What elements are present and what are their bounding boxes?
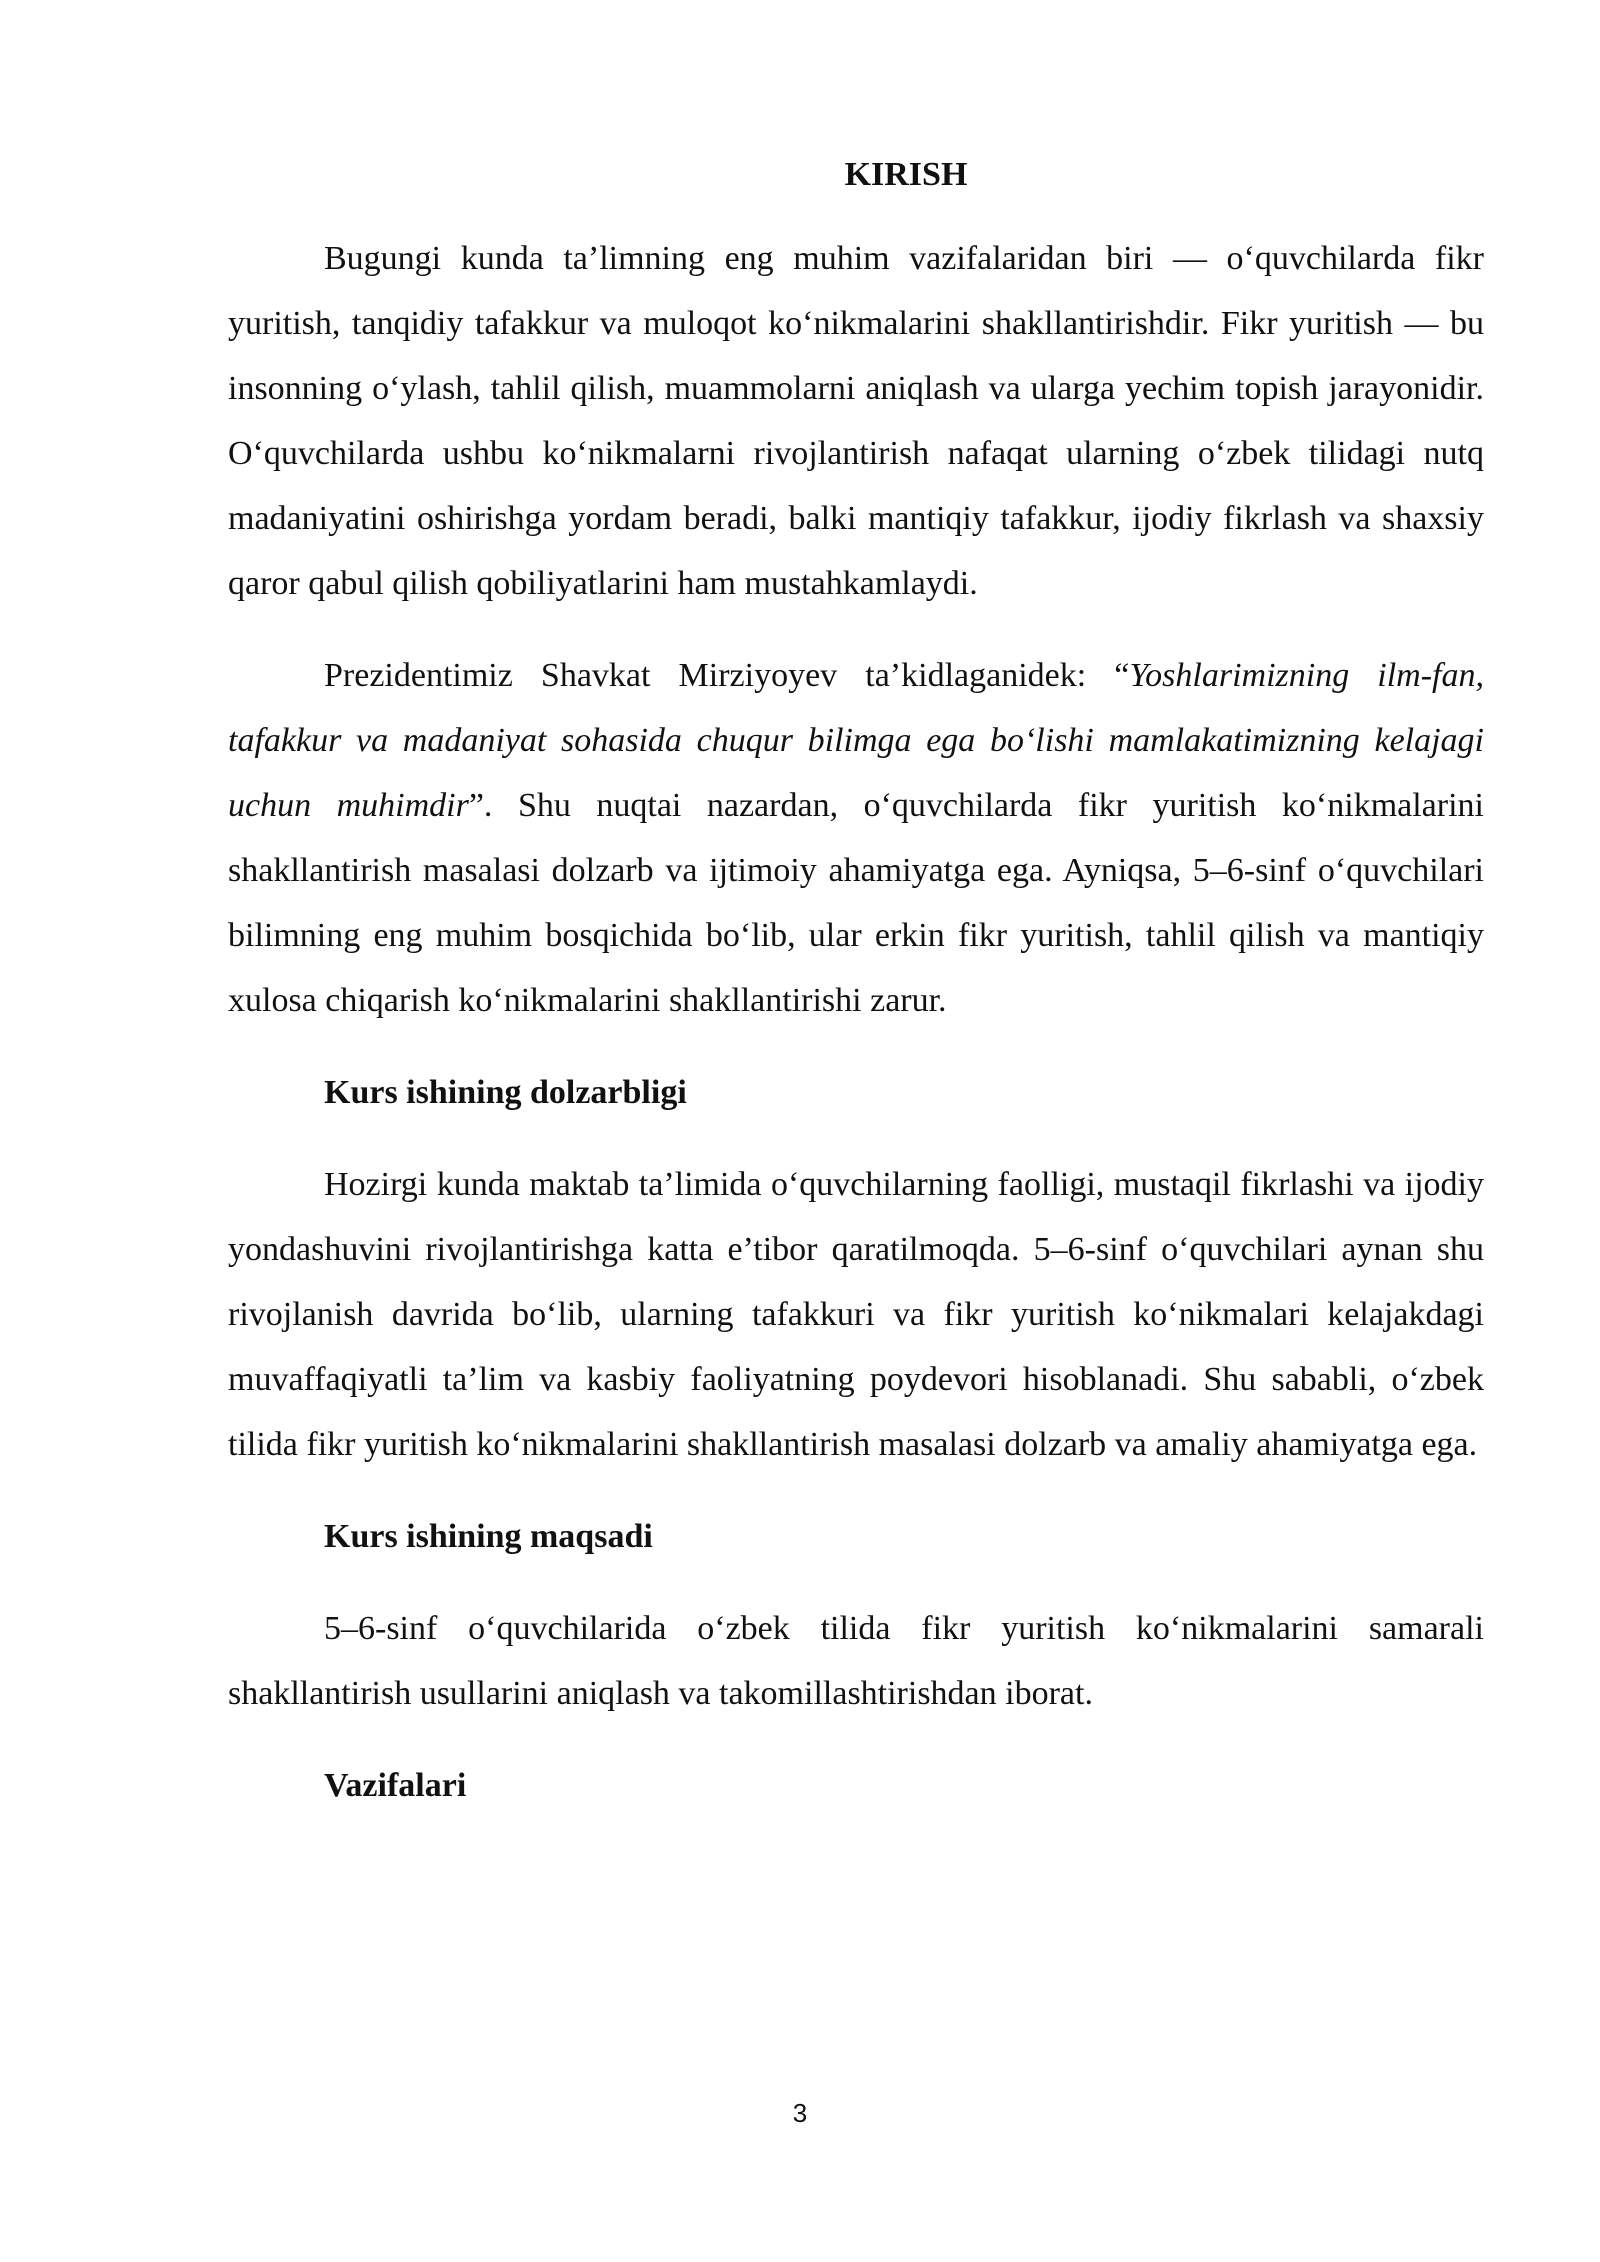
quote-follow-up: ”. Shu nuqtai nazardan, o‘quvchilarda fikr yuritish ko‘nikmalarini shakllantirish masalasi dolzarb va ijtimoiy ahamiyatga ega. Ayniqsa, 5–6-sinf o‘quvchilari bilimning eng muhim bosqichida bo‘lib, ular erkin fikr yuritish, tahlil qilish va mantiqiy xulosa chiqarish ko‘nikmalarini shakllantirishi zarur. xyxy=(228,787,1484,1019)
goal-heading: Kurs ishining maqsadi xyxy=(324,1518,653,1555)
goal-paragraph: 5–6-sinf o‘quvchilarida o‘zbek tilida fikr yuritish ko‘nikmalarini samarali shakllantirish usullarini aniqlash va takomillashtirishdan iborat. xyxy=(228,1610,1484,1712)
page-title: KIRISH xyxy=(844,156,968,193)
page-number: 3 xyxy=(792,2098,808,2128)
page-content xyxy=(228,150,1484,1845)
intro-paragraph-2 xyxy=(228,643,1484,1033)
president-quote: Yoshlarimizning ilm-fan, tafakkur va madaniyat sohasida chuqur bilimga ega bo‘lishi mamlakatimizning kelajagi uchun muhimdir xyxy=(228,657,1485,824)
relevance-heading: Kurs ishining dolzarbligi xyxy=(324,1074,687,1111)
tasks-heading: Vazifalari xyxy=(324,1767,467,1804)
quote-lead-in: Prezidentimiz Shavkat Mirziyoyev ta’kidlaganidek: “ xyxy=(324,657,1130,694)
relevance-paragraph: Hozirgi kunda maktab ta’limida o‘quvchilarning faolligi, mustaqil fikrlashi va ijodiy yondashuvini rivojlantirishga katta e’tibor qaratilmoqda. 5–6-sinf o‘quvchilari aynan shu rivojlanish davrida bo‘lib, ularning tafakkuri va fikr yuritish ko‘nikmalari kelajakdagi muvaffaqiyatli ta’lim va kasbiy faoliyatning poydevori hisoblanadi. Shu sababli, o‘zbek tilida fikr yuritish ko‘nikmalarini shakllantirish masalasi dolzarb va amaliy ahamiyatga ega. xyxy=(228,1166,1484,1463)
intro-paragraph-1: Bugungi kunda ta’limning eng muhim vazifalaridan biri — o‘quvchilarda fikr yuritish, tanqidiy tafakkur va muloqot ko‘nikmalarini shakllantirishdir. Fikr yuritish — bu insonning o‘ylash, tahlil qilish, muammolarni aniqlash va ularga yechim topish jarayonidir. O‘quvchilarda ushbu ko‘nikmalarni rivojlantirish nafaqat ularning o‘zbek tilidagi nutq madaniyatini oshirishga yordam beradi, balki mantiqiy tafakkur, ijodiy fikrlash va shaxsiy qaror qabul qilish qobiliyatlarini ham mustahkamlaydi. xyxy=(228,240,1484,602)
